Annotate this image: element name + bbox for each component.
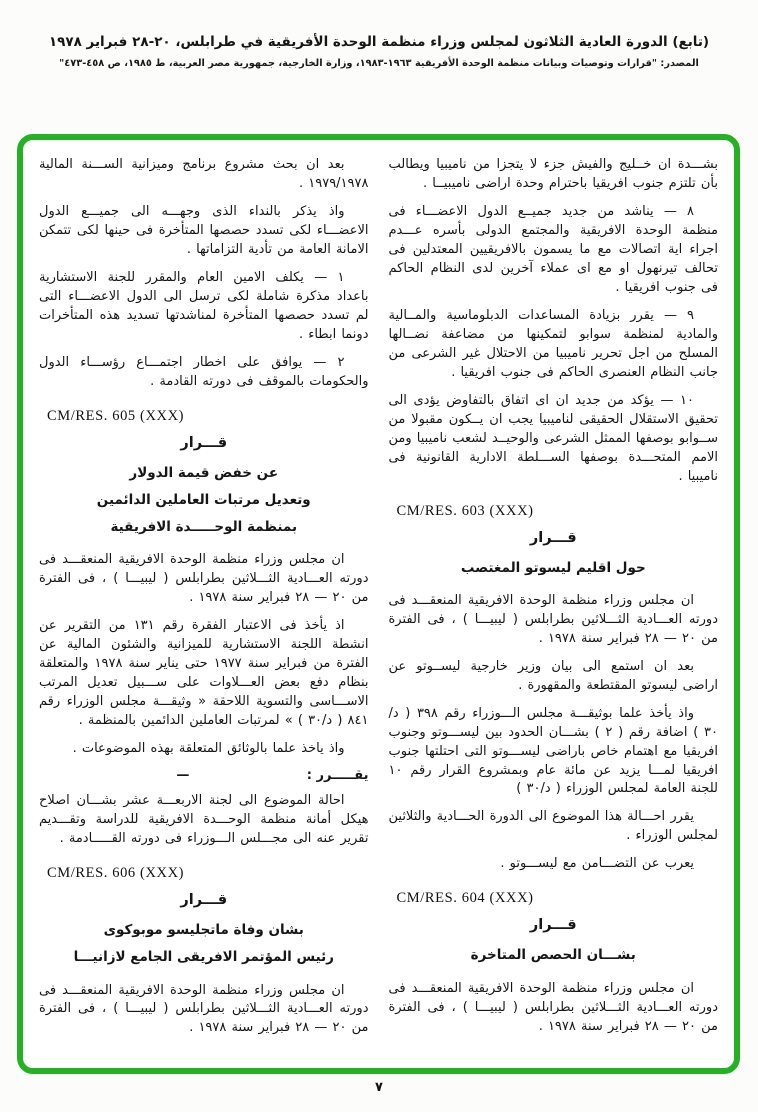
res-code-604: CM/RES. 604 (XXX) bbox=[396, 890, 534, 907]
page-header bbox=[0, 34, 758, 69]
page-number: ٧ bbox=[375, 1080, 383, 1095]
column-right bbox=[389, 156, 719, 1058]
paragraph-continuation: بشـــدة ان خــليج والفيش جزء لا يتجزا من ناميبيا ويطالب بأن تلتزم جنوب افريقيا باحترام وحدة اراضى ناميبيــا . bbox=[388, 157, 718, 191]
res-code-605: CM/RES. 605 (XXX) bbox=[47, 407, 185, 424]
paragraph-lesotho-statement: بعد ان استمع الى بيان وزير خارجية ليســوتو عن اراضى ليسوتو المقتطعة والمقهورة . bbox=[388, 658, 718, 693]
paragraph-documents-note: واذ ياخذ علما بالوثائق المتعلقة بهذه الموضوعات . bbox=[72, 741, 345, 757]
resolution-title-605-line1: عن خفض قيمة الدولار bbox=[129, 464, 279, 481]
res-code-606: CM/RES. 606 (XXX) bbox=[47, 865, 185, 881]
resolution-title-605-line2: وتعديل مرتبات العاملين الدائمين bbox=[96, 491, 311, 508]
resolution-title-606-line2: رئيس المؤتمر الافريقى الجامع لازانيـــا bbox=[73, 949, 334, 966]
two-column-layout bbox=[39, 156, 718, 1058]
paragraph-session-604: ان مجلس وزراء منظمة الوحدة الافريقية المنعقـــد فى دورته العـــادية الثـــلاثين بطرابلس ( ليبيـــا ) ، فى الفترة من ٢٠ — ٢٨ فبراير سنة ١٩٧٨ . bbox=[388, 980, 718, 1034]
source-citation: المصدر: "قرارات وتوصيات وبيانات منظمة الوحدة الأفريقية ١٩٦٣-١٩٨٣، وزارة الخارجية، جمهورية مصر العربية، ط ١٩٨٥، ص ٤٥٨-٤٧٣" bbox=[59, 58, 699, 69]
document-title: (تابع) الدورة العادية الثلاثون لمجلس وزراء منظمة الوحدة الأفريقية في طرابلس، ٢٠-٢٨ فبراير ١٩٧٨ bbox=[48, 34, 710, 50]
paragraph-clause-1: ١ — يكلف الامين العام والمقرر للجنة الاستشارية باعداد مذكرة شاملة لكى ترسل الى الدول الاعضـــاء التى لم تسدد حصصها المتأخرة لمناشدتها تسديد هذه المتأخرات دونما ابطاء . bbox=[39, 269, 369, 342]
resolution-title-604: بشـــان الحصص المتاخرة bbox=[470, 947, 636, 964]
paragraph-session-606: ان مجلس وزراء منظمة الوحدة الافريقية المنعقـــد فى دورته العـــادية الثـــلاثين بطرابلس ( ليبيـــا ) ، فى الفترة من ٢٠ — ٢٨ فبراير سنة ١٩٧٨ . bbox=[39, 982, 369, 1036]
qarar-heading-604: قـــرار bbox=[529, 917, 577, 934]
paragraph-session-605: ان مجلس وزراء منظمة الوحدة الافريقية المنعقـــد فى دورته العـــادية الثـــلاثين بطرابلس ( ليبيـــا ) ، فى الفترة من ٢٠ — ٢٨ فبراير سنة ١٩٧٨ . bbox=[39, 552, 369, 606]
green-border-frame bbox=[17, 134, 740, 1074]
paragraph-arrears-appeal: واذ يذكر بالنداء الذى وجهـــه الى جميـــع الدول الاعضـــاء لكى تسدد حصصها المتأخرة فى حينها لكى تتمكن الامانة العامة من تأدية التزاماتها . bbox=[39, 203, 369, 257]
paragraph-clause-2: ٢ — يوافق على اخطار اجتمـــاع رؤســـاء الدول والحكومات بالموقف فى دورته القادمة . bbox=[39, 354, 369, 389]
paragraph-lesotho-document: واذ يأخذ علما بوثيقـــة مجلس الـــوزراء رقم ٣٩٨ ( د/٣٠ ) اضافة رقم ( ٢ ) بشـــان الحدود بين ليســـوتو وجنوب افريقيا مع اهتمام خاص باراضى ليســـوتو التى احتلتها جنوب افريقيا لمـــا يزيد عن مائة عام وبمشروع القرار رقم ١٠ للجنة العامة لمجلس الوزراء ( د/٣٠ ) bbox=[388, 705, 718, 797]
decide-line bbox=[39, 768, 369, 783]
paragraph-clause-10: ١٠ — يؤكد من جديد ان اى اتفاق بالتفاوض يؤدى الى تحقيق الاستقلال الحقيقى لناميبيا يجب ان يــكون مقبولا من ســوابو بوصفها الممثل الشرعى والوحيــد لشعب ناميبيا ومن الامم المتحـــدة بوصفها الســـلطة الادارية القانونية فى ناميبيا . bbox=[388, 392, 718, 484]
decide-word: يقـــــرر : bbox=[306, 768, 369, 784]
resolution-title-605-line3: بمنظمة الوحـــــدة الافريقية bbox=[110, 519, 298, 536]
paragraph-lesotho-decision: يقرر احـــالة هذا الموضوع الى الدورة الحـــادية والثلاثين لمجلس الوزراء . bbox=[388, 809, 718, 844]
paragraph-budget-review: بعد ان بحث مشروع برنامج وميزانية الســـنة المالية ١٩٧٩/١٩٧٨ . bbox=[39, 157, 369, 191]
resolution-title-603: حول اقليم ليسوتو المغتصب bbox=[460, 559, 646, 576]
paragraph-session-603: ان مجلس وزراء منظمة الوحدة الافريقية المنعقـــد فى دورته العـــادية الثـــلاثين بطرابلس ( ليبيـــا ) ، فى الفترة من ٢٠ — ٢٨ فبراير سنة ١٩٧٨ . bbox=[388, 592, 718, 646]
paragraph-lesotho-solidarity: يعرب عن التضـــامن مع ليســـوتو . bbox=[500, 856, 694, 872]
res-code-603: CM/RES. 603 (XXX) bbox=[396, 502, 534, 519]
resolution-title-606-line1: بشان وفاة ماتجليسو موبوكوى bbox=[103, 922, 304, 938]
paragraph-report-131: اذ يأخذ فى الاعتبار الفقرة رقم ١٣١ من التقرير عن انشطة اللجنة الاستشارية للميزانية والشئون المالية عن الفترة من فبراير سنة ١٩٧٧ حتى يناير سنة ١٩٧٨ والمتعلقة بنظام دفع بعض العـــلاوات على ســـبيل تعديل المرتب الاســـاسى والتسوية اللاحقة « وثيقـــة مجلس الوزراء رقم ٨٤١ ( د/٣٠ ) » لمرتبات العاملين الدائمين بالمنظمة . bbox=[39, 618, 369, 729]
qarar-heading-606: قـــرار bbox=[180, 892, 228, 908]
decide-dash: — bbox=[176, 768, 190, 784]
paragraph-committee-referral: احالة الموضوع الى لجنة الاربعـــة عشر بشـــان اصلاح هيكل أمانة منظمة الوحـــدة الافريقية للدراسة وتقـــديم تقرير عنه الى مجـــلس الـــوزراء فى دورته القـــــادمة . bbox=[39, 793, 369, 847]
qarar-heading-603: قـــرار bbox=[529, 529, 577, 546]
paragraph-clause-8: ٨ — يناشد من جديد جميــع الدول الاعضـــاء فى منظمة الوحدة الافريقية والمجتمع الدولى بأسره عـــدم اجراء اية اتصالات مع ما يسمون بالافريقيين المعتدلين فى تحالف تيرنهول او مع اى عملاء آخرين لدى النظام الحاكم فى جنوب افريقيا . bbox=[388, 203, 718, 295]
qarar-heading-605: قـــرار bbox=[180, 434, 228, 451]
column-left bbox=[39, 156, 369, 1058]
paragraph-clause-9: ٩ — يقرر بزيادة المساعدات الدبلوماسية والمــالية والمادية لمنظمة سوابو لتمكينها من مضاعفة نضــالها المسلح من اجل تحرير ناميبيا من الاحتلال غير الشرعى من جانب النظام العنصرى الحاكم فى جنوب افريقيا . bbox=[388, 307, 718, 380]
